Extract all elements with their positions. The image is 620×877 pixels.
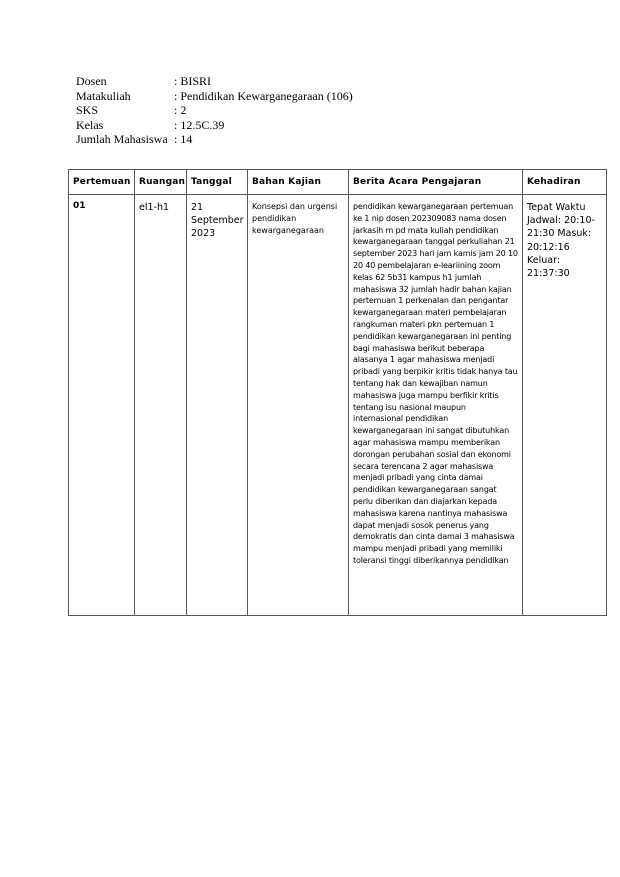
info-value: : BISRI (174, 74, 212, 88)
info-value: : 12.5C.39 (174, 117, 225, 132)
info-label: SKS (76, 103, 99, 118)
teaching-report-table (68, 169, 607, 616)
lecture-info (76, 74, 353, 147)
cell-tanggal: 21 September 2023 (187, 195, 248, 616)
cell-kehadiran: Tepat Waktu Jadwal: 20:10-21:30 Masuk: 20:12:16 Keluar: 21:37:30 (523, 195, 607, 616)
info-label: Matakuliah (76, 88, 131, 103)
info-label: Jumlah Mahasiswa (76, 132, 168, 147)
info-row-kelas (76, 118, 353, 133)
cell-bahan-kajian: Konsepsi dan urgensi pendidikan kewarganegaraan (248, 195, 349, 616)
header-tanggal: Tanggal (187, 170, 248, 195)
cell-ruangan: el1-h1 (135, 195, 187, 616)
cell-pertemuan: 01 (69, 195, 135, 616)
info-label: Dosen (76, 74, 107, 88)
header-pertemuan: Pertemuan (69, 170, 135, 195)
table-header-row (69, 170, 607, 195)
info-row-jumlah-mahasiswa (76, 132, 353, 147)
header-kehadiran: Kehadiran (523, 170, 607, 195)
table-row (69, 195, 607, 616)
info-row-dosen (76, 74, 353, 89)
info-row-matakuliah (76, 89, 353, 104)
info-row-sks (76, 103, 353, 118)
info-label: Kelas (76, 117, 104, 132)
cell-berita-acara: pendidikan kewarganegaraan pertemuan ke 1 nip dosen 202309083 nama dosen jarkasih m pd mata kuliah pendidikan kewarganegaraan tanggal perkuliahan 21 september 2023 hari jam kamis jam 20 10 20 40 pembelajaran e-leariining zoom kelas 62 5b31 kampus h1 jumlah mahasiswa 32 jumlah hadir bahan kajian pertemuan 1 perkenalan dan pengantar kewarganegaraan materi pembelajaran rangkuman materi pkn pertemuan 1 pendidikan kewarganegaraan ini penting bagi mahasiswa berikut beberapa alasanya 1 agar mahasiswa menjadi pribadi yang berpikir kritis tidak hanya tau tentang hak dan kewajiban namun mahasiswa juga mampu berfikir kritis tentang isu nasional maupun internasional pendidikan kewarganegaraan ini sangat dibutuhkan agar mahasiswa mampu memberikan dorongan perubahan sosial dan ekonomi secara terencana 2 agar mahasiswa menjadi pribadi yang cinta damai pendidikan kewarganegaraan sangat perlu diberikan dan diajarkan kepada mahasiswa karena nantinya mahasiswa dapat menjadi sosok penerus yang demokratis dan cinta damai 3 mahasiswa mampu menjadi pribadi yang memiliki toleransi tinggi diberikannya pendidikan (349, 195, 523, 616)
info-value: : Pendidikan Kewarganegaraan (106) (174, 88, 353, 103)
header-berita-acara: Berita Acara Pengajaran (349, 170, 523, 195)
header-ruangan: Ruangan (135, 170, 187, 195)
info-value: : 2 (174, 103, 187, 118)
header-bahan-kajian: Bahan Kajian (248, 170, 349, 195)
info-value: : 14 (174, 132, 193, 147)
